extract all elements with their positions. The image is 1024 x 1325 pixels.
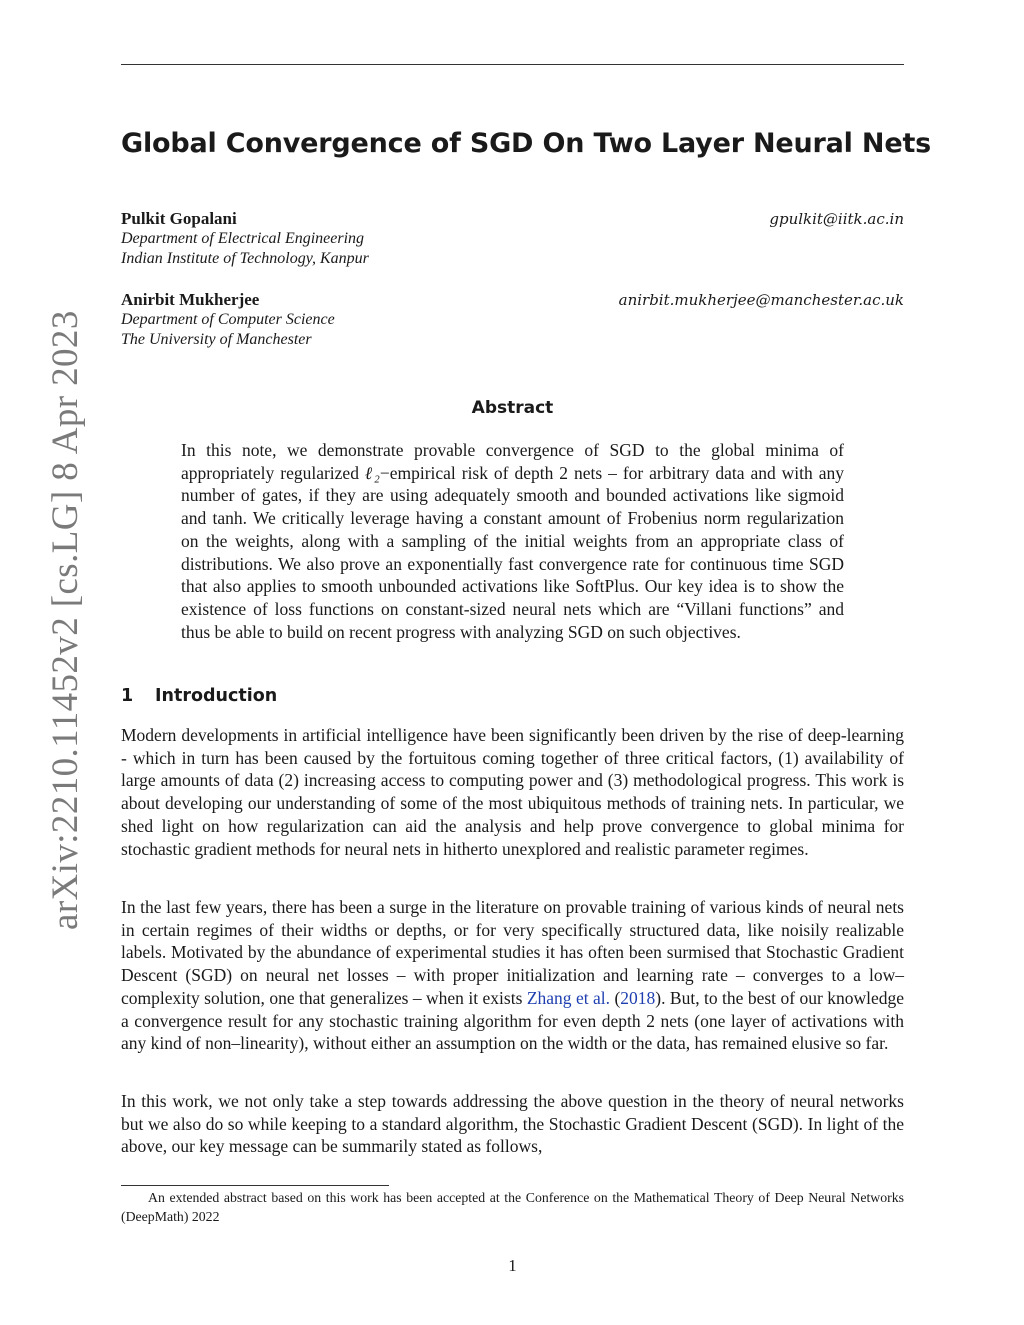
author-affiliation: Department of Computer Science [121, 311, 335, 328]
author-name: Anirbit Mukherjee [121, 290, 260, 309]
intro-paragraph-2 [121, 896, 904, 1055]
author-email: gpulkit@iitk.ac.in [769, 210, 904, 228]
author-affiliation: Indian Institute of Technology, Kanpur [121, 250, 369, 267]
footnote-rule [121, 1185, 389, 1186]
abstract-text [181, 439, 844, 643]
citation-link-authors[interactable]: Zhang et al. [526, 987, 611, 1008]
author-name: Pulkit Gopalani [121, 209, 237, 228]
author-affiliation: Department of Electrical Engineering [121, 230, 365, 247]
abstract-text-part: In this note, we demonstrate provable convergence of SGD to the global minima of appropriately regularized [181, 440, 844, 483]
author-block-1 [121, 209, 904, 269]
footnote: An extended abstract based on this work has been accepted at the Conference on the Mathematical Theory of Deep Neural Networks (DeepMath) 2022 [121, 1190, 904, 1224]
page-number: 1 [508, 1256, 517, 1275]
abstract-heading: Abstract [471, 398, 554, 418]
paragraph-text: ( [610, 987, 621, 1008]
citation-link-year[interactable]: 2018 [620, 987, 656, 1008]
section-heading [121, 686, 277, 706]
paragraph-text: In the last few years, there has been a surge in the literature on provable training of various kinds of neural nets in certain regimes of their widths or depths, or for very specifically structured data, like noisily realizable labels. Motivated by the abundance of experimental studies it has often been surmised that Stochastic Gradient Descent (SGD) on neural net losses – with proper initialization and learning rate – converges to a low–complexity solution, one that generalizes – when it exists [121, 897, 904, 1008]
arxiv-identifier: arXiv:2210.11452v2 [cs.LG] 8 Apr 2023 [45, 310, 86, 930]
section-title: Introduction [155, 686, 278, 706]
math-l2-norm: ℓ₂ [364, 462, 380, 483]
section-number: 1 [121, 686, 134, 706]
header-rule [121, 64, 904, 65]
intro-paragraph-3: In this work, we not only take a step towards addressing the above question in the theory of neural networks but we also do so while keeping to a standard algorithm, the Stochastic Gradient Descent (SGD). In light of the above, our key message can be summarily stated as follows, [121, 1091, 904, 1157]
author-affiliation: The University of Manchester [121, 331, 312, 348]
author-block-2 [121, 290, 904, 350]
intro-paragraph-1: Modern developments in artificial intelligence have been significantly been driven by the rise of deep-learning - which in turn has been caused by the fortuitous coming together of three critical factors, (1) availability of large amounts of data (2) increasing access to computing power and (3) methodological progress. This work is about developing our understanding of some of the most ubiquitous methods of training nets. In particular, we shed light on how regularization can aid the analysis and help prove convergence to global minima for stochastic gradient methods for neural nets in hitherto unexplored and realistic parameter regimes. [121, 725, 904, 859]
author-email: anirbit.mukherjee@manchester.ac.uk [618, 291, 904, 309]
abstract-text-part: −empirical risk of depth 2 nets – for arbitrary data and with any number of gates, if they are using adequately smooth and bounded activations like sigmoid and tanh. We critically leverage having a constant amount of Frobenius norm regularization on the weights, along with a sampling of the initial weights from an appropriate class of distributions. We also prove an exponentially fast convergence rate for continuous time SGD that also applies to smooth unbounded activations like SoftPlus. Our key idea is to show the existence of loss functions on constant-sized neural nets which are “Villani functions” and thus be able to build on recent progress with analyzing SGD on such objectives. [181, 462, 844, 642]
paper-title: Global Convergence of SGD On Two Layer Neural Nets [121, 128, 932, 159]
paragraph-text: ). But, to the best of our knowledge a convergence result for any stochastic training algorithm for even depth 2 nets (one layer of activations with any kind of non–linearity), without either an assumption on the width or the data, has remained elusive so far. [121, 987, 905, 1054]
